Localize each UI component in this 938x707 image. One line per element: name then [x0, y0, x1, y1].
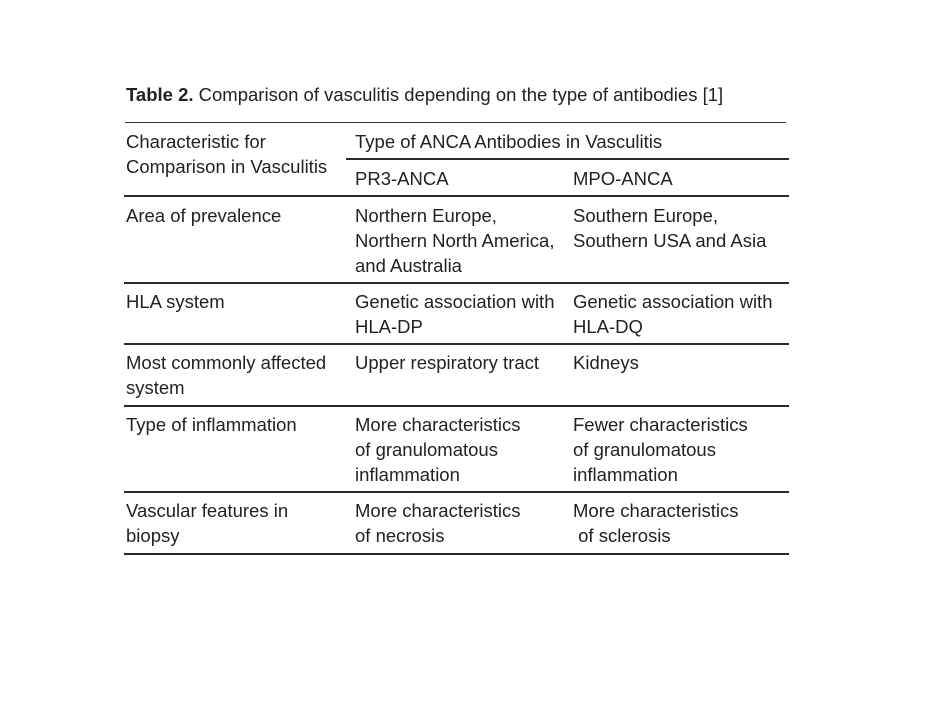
row-mpo-affected-system: Kidneys — [573, 352, 639, 373]
table-bottom-rule — [124, 553, 789, 555]
row-label-type-of-inflammation: Type of inflammation — [126, 414, 297, 435]
row-divider — [124, 282, 789, 284]
row-mpo-area-of-prevalence: Southern Europe, Southern USA and Asia — [573, 205, 767, 251]
row-mpo-hla-system: Genetic association with HLA-DQ — [573, 291, 773, 337]
row-pr3-type-of-inflammation: More characteristics of granulomatous inflammation — [355, 414, 521, 485]
header-pr3-anca: PR3-ANCA — [355, 168, 449, 189]
row-label-area-of-prevalence: Area of prevalence — [126, 205, 282, 226]
header-characteristic: Characteristic for Comparison in Vasculitis — [126, 131, 328, 177]
table-caption — [126, 84, 723, 106]
header-group-rule — [346, 158, 789, 160]
row-mpo-type-of-inflammation: Fewer characteristics of granulomatous inflammation — [573, 414, 748, 485]
table-caption-label: Table 2. — [126, 84, 194, 105]
row-mpo-vascular-features: More characteristics of sclerosis — [573, 500, 739, 546]
row-label-hla-system: HLA system — [126, 291, 225, 312]
row-label-affected-system: Most commonly affected system — [126, 352, 327, 398]
header-mpo-anca: MPO-ANCA — [573, 168, 673, 189]
row-label-vascular-features: Vascular features in biopsy — [126, 500, 289, 546]
row-pr3-vascular-features: More characteristics of necrosis — [355, 500, 521, 546]
row-pr3-hla-system: Genetic association with HLA-DP — [355, 291, 555, 337]
table-caption-text: Comparison of vasculitis depending on the type of antibodies [1] — [193, 84, 724, 105]
row-divider — [124, 491, 789, 493]
row-pr3-affected-system: Upper respiratory tract — [355, 352, 540, 373]
header-antibody-group: Type of ANCA Antibodies in Vasculitis — [355, 131, 663, 152]
row-pr3-area-of-prevalence: Northern Europe, Northern North America, and Australia — [355, 205, 555, 276]
caption-divider — [125, 122, 786, 123]
header-bottom-rule — [124, 195, 789, 197]
row-divider — [124, 343, 789, 345]
row-divider — [124, 405, 789, 407]
